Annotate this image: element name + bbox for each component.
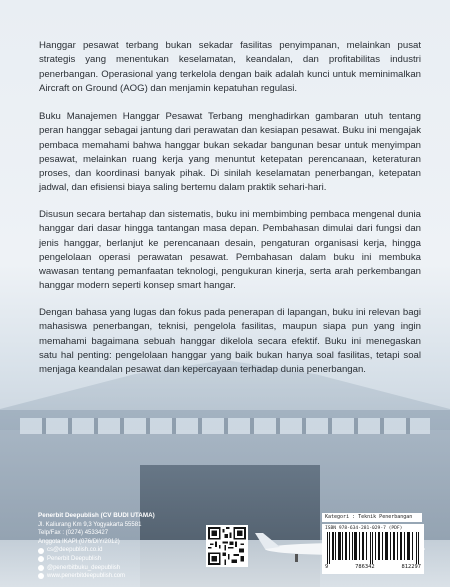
instagram-icon — [38, 565, 44, 571]
publisher-phone: Telp/Fax : (0274) 4533427 — [38, 530, 109, 537]
globe-icon — [38, 573, 44, 579]
qr-code[interactable] — [206, 525, 248, 567]
publisher-website[interactable]: www.penerbitdeepublish.com — [47, 573, 126, 580]
publisher-instagram-row — [38, 564, 178, 573]
barcode-graphic — [325, 532, 421, 564]
publisher-facebook-row — [38, 555, 178, 564]
isbn-barcode-box — [322, 524, 424, 574]
publisher-name: Penerbit Deepublish (CV BUDI UTAMA) — [38, 512, 155, 519]
barcode-digit-group-1: 786342 — [355, 564, 375, 570]
barcode-digit-group-2: 812297 — [401, 564, 421, 570]
publisher-member: Anggota IKAPI (076/DIY/2012) — [38, 538, 120, 545]
paragraph-audience: Dengan bahasa yang lugas dan fokus pada penerapan di lapangan, buku ini relevan bagi mahasiswa penerbangan, teknisi, pengelola fasilitas, maupun siapa pun yang ingin memahami bagaimana sebuah hanggar dikelola secara efektif. Buku ini menegaskan satu hal penting: pengelolaan hanggar yang baik bukan hanya soal fasilitas, tetapi soal menjaga keandalan pesawat dan kepercayaan terhadap dunia penerbangan. — [39, 307, 421, 376]
facebook-icon — [38, 556, 44, 562]
barcode-digit-prefix: 9 — [325, 564, 329, 570]
publisher-website-row — [38, 572, 178, 581]
paragraph-structure: Disusun secara bertahap dan sistematis, buku ini membimbing pembaca mengenal dunia hanggar dari dasar hingga tantangan masa depan. Pembahasan dimulai dari fungsi dan jenis hanggar, berlanjut ke perencanaan desain, pengaturan organisasi kerja, hingga pengelolaan operasi perawatan pesawat. Pembahasan dalam buku ini membuka wawasan tentang pemanfaatan teknologi, pengukuran kinerja, serta arah perkembangan hanggar modern seperti konsep smart hangar. — [39, 209, 421, 292]
qr-code-graphic — [208, 527, 246, 565]
paragraph-intro: Hanggar pesawat terbang bukan sekadar fasilitas penyimpanan, melainkan pusat strategis yang menentukan keselamatan, keandalan, dan profitabilitas industri penerbangan. Operasional yang terkelola dengan baik adalah kunci untuk meminimalkan Aircraft on Ground (AOG) dan menjamin kepatuhan regulasi. — [39, 40, 421, 94]
paragraph-book-overview: Buku Manajemen Hanggar Pesawat Terbang menghadirkan gambaran utuh tentang peran hanggar sebagai jantung dari perawatan dan kesiapan pesawat. Buku ini mengajak pembaca memahami bahwa hanggar bukan sekadar bangunan besar untuk menyimpan pesawat, melainkan ruang kerja yang menuntut ketepatan perencanaan, keteraturan proses, dan koordinasi banyak pihak. Di sinilah keselamatan penerbangan, ketepatan jadwal, dan efisiensi biaya saling bertemu dalam praktik sehari-hari. — [39, 111, 421, 194]
publisher-instagram[interactable]: @penerbitbuku_deepublish — [47, 564, 121, 571]
publisher-address: Jl. Kaliurang Km 9,3 Yogyakarta 55581 — [38, 521, 142, 528]
email-icon — [38, 548, 44, 554]
category-label: Kategori : Teknik Penerbangan — [322, 513, 422, 522]
barcode-digits — [325, 564, 421, 570]
publisher-facebook[interactable]: Penerbit Deepublish — [47, 555, 102, 562]
publisher-info — [38, 512, 178, 581]
publisher-email-row — [38, 546, 178, 555]
isbn-text: ISBN 978-634-281-029-7 (PDF) — [325, 526, 403, 531]
publisher-email[interactable]: cs@deepublish.co.id — [47, 547, 103, 554]
hangar-windows-image — [20, 418, 430, 434]
